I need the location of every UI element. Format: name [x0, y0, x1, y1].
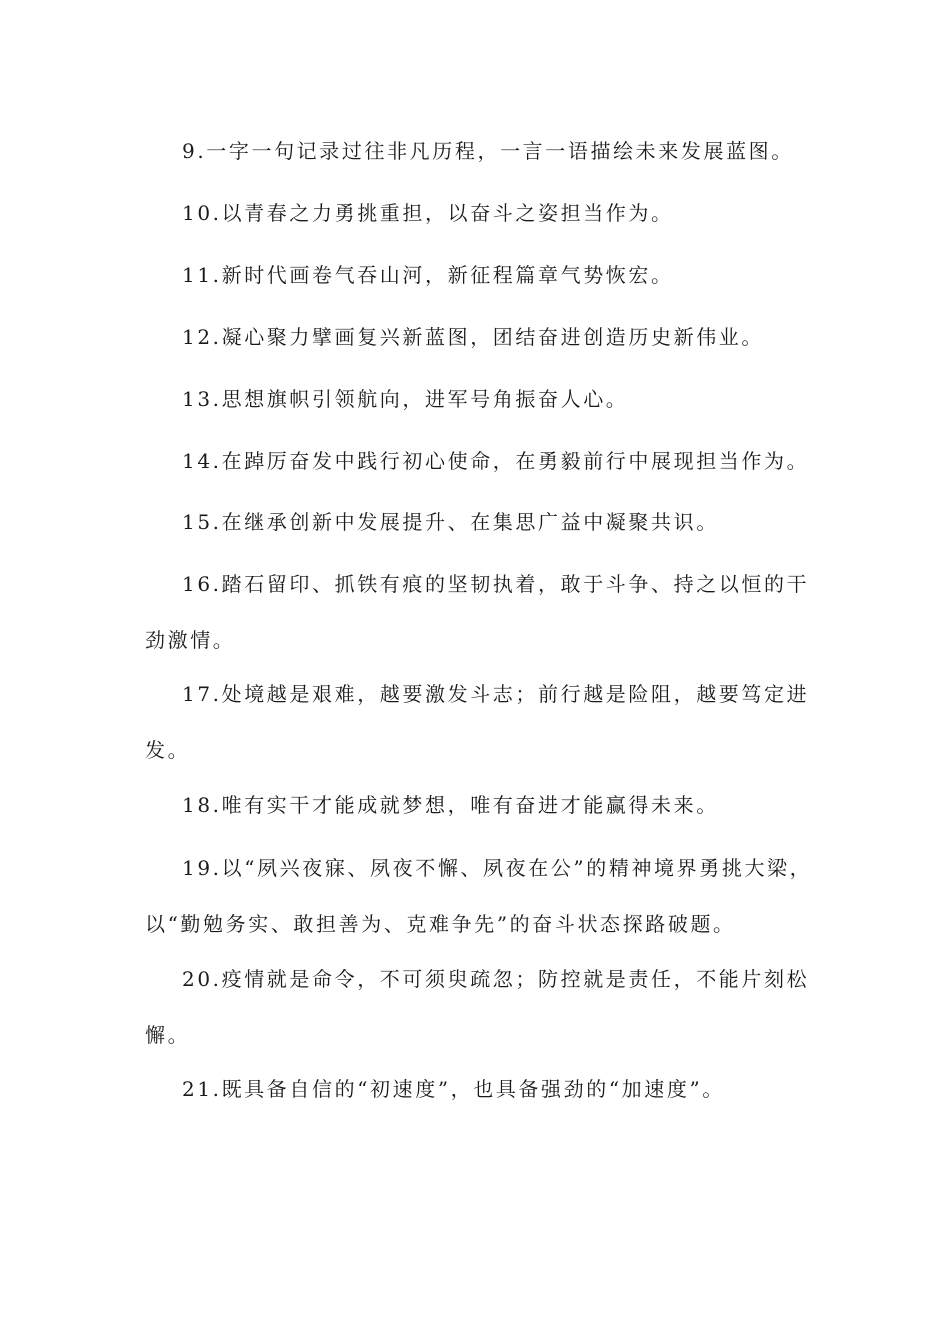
slogan-item-11: 11.新时代画卷气吞山河，新征程篇章气势恢宏。 [182, 263, 674, 287]
slogan-item-19: 19.以“夙兴夜寐、夙夜不懈、夙夜在公”的精神境界勇挑大梁，以“勤勉务实、敢担善为、克难争先”的奋斗状态探路破题。 [145, 856, 813, 936]
slogan-item-9: 9.一字一句记录过往非凡历程，一言一语描绘未来发展蓝图。 [182, 139, 794, 163]
slogan-item-21: 21.既具备自信的“初速度”，也具备强劲的“加速度”。 [182, 1077, 725, 1101]
slogan-item-20: 20.疫情就是命令，不可须臾疏忽；防控就是责任，不能片刻松懈。 [145, 967, 810, 1047]
slogan-item-17: 17.处境越是艰难，越要激发斗志；前行越是险阻，越要笃定进发。 [145, 682, 810, 762]
slogan-item-18: 18.唯有实干才能成就梦想，唯有奋进才能赢得未来。 [182, 793, 719, 817]
slogan-item-10: 10.以青春之力勇挑重担，以奋斗之姿担当作为。 [182, 201, 674, 225]
slogan-item-13: 13.思想旗帜引领航向，进军号角振奋人心。 [182, 387, 629, 411]
slogan-item-12: 12.凝心聚力擘画复兴新蓝图，团结奋进创造历史新伟业。 [182, 325, 765, 349]
slogan-item-16: 16.踏石留印、抓铁有痕的坚韧执着，敢于斗争、持之以恒的干劲激情。 [145, 572, 810, 652]
slogan-item-14: 14.在踔厉奋发中践行初心使命，在勇毅前行中展现担当作为。 [182, 449, 810, 473]
slogan-item-15: 15.在继承创新中发展提升、在集思广益中凝聚共识。 [182, 510, 719, 534]
